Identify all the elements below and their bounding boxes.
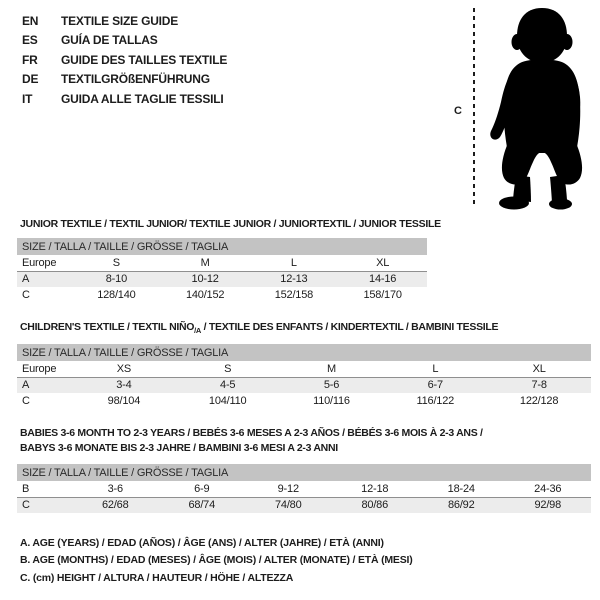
table-title-3 bbox=[20, 426, 483, 456]
language-item bbox=[22, 89, 227, 109]
table-cell: 116/122 bbox=[416, 395, 455, 407]
row-label: C bbox=[17, 497, 72, 513]
table-row bbox=[17, 271, 427, 287]
table-cell: 6-7 bbox=[383, 377, 487, 393]
language-item bbox=[22, 50, 227, 70]
table-title-2 bbox=[20, 320, 498, 338]
row-label: A bbox=[17, 271, 72, 287]
table-cell: L bbox=[250, 255, 339, 271]
table-cell: 9-12 bbox=[245, 481, 332, 497]
table-cell: 92/98 bbox=[505, 497, 592, 513]
table-cell: XS bbox=[72, 361, 176, 377]
language-label: GUIDE DES TAILLES TEXTILE bbox=[61, 52, 228, 67]
table-row bbox=[17, 481, 591, 497]
table-cell: S bbox=[72, 255, 161, 271]
legend-line-a: A. AGE (YEARS) / EDAD (AÑOS) / ÂGE (ANS) / ALTER (JAHRE) / ETÀ (ANNI) bbox=[20, 537, 384, 549]
table-title-text: CHILDREN'S TEXTILE / TEXTIL NIÑO bbox=[20, 321, 195, 333]
language-code: ES bbox=[22, 33, 38, 48]
table-cell: 3-6 bbox=[72, 481, 159, 497]
language-label: GUÍA DE TALLAS bbox=[61, 33, 158, 48]
table-title-text: / TEXTILE DES ENFANTS / KINDERTEXTIL / BAMBINI TESSILE bbox=[201, 321, 499, 333]
table-cell: 12-13 bbox=[250, 271, 339, 287]
table-cell: 10-12 bbox=[161, 271, 250, 287]
table-title-text: BABYS 3-6 MONATE BIS 2-3 JAHRE / BAMBINI 3-6 MESI A 2-3 ANNI bbox=[20, 442, 338, 454]
language-code: FR bbox=[22, 52, 38, 67]
table-cell: L bbox=[383, 361, 487, 377]
table-row bbox=[17, 393, 591, 409]
table-cell: 6-9 bbox=[159, 481, 246, 497]
table-cell: 110/116 bbox=[313, 395, 350, 407]
table-cell: 12-18 bbox=[332, 481, 419, 497]
language-label: TEXTILE SIZE GUIDE bbox=[61, 13, 179, 28]
table-cell: 122/128 bbox=[519, 395, 559, 407]
row-label: A bbox=[17, 377, 72, 393]
table-cell: XL bbox=[487, 361, 591, 377]
size-table-header: SIZE / TALLA / TAILLE / GRÖSSE / TAGLIA bbox=[17, 464, 591, 481]
table-cell: 4-5 bbox=[176, 377, 280, 393]
size-table-header: SIZE / TALLA / TAILLE / GRÖSSE / TAGLIA bbox=[17, 238, 427, 255]
row-label: B bbox=[17, 481, 72, 497]
table-cell: 62/68 bbox=[72, 497, 159, 513]
table-cell: 8-10 bbox=[72, 271, 161, 287]
table-cell: 14-16 bbox=[338, 271, 427, 287]
table-cell: 158/170 bbox=[363, 289, 402, 301]
language-code: EN bbox=[22, 13, 39, 28]
table-cell: 74/80 bbox=[245, 497, 332, 513]
table-cell: 68/74 bbox=[159, 497, 246, 513]
table-cell: 140/152 bbox=[185, 289, 225, 301]
figure bbox=[445, 0, 600, 215]
table-cell: XL bbox=[338, 255, 427, 271]
table-row bbox=[17, 255, 427, 271]
legend-line-c: C. (cm) HEIGHT / ALTURA / HAUTEUR / HÖHE / ALTEZZA bbox=[20, 571, 294, 584]
table-cell: 152/158 bbox=[274, 289, 314, 301]
table-row bbox=[17, 377, 591, 393]
table-title-1 bbox=[20, 217, 441, 232]
row-label: C bbox=[22, 289, 30, 301]
size-table-babies bbox=[17, 464, 591, 513]
row-label: Europe bbox=[17, 255, 72, 271]
table-cell: 98/104 bbox=[107, 395, 141, 407]
language-label: TEXTILGRÖßENFÜHRUNG bbox=[61, 72, 210, 87]
table-title-text: JUNIOR TEXTILE / TEXTIL JUNIOR/ TEXTILE JUNIOR / JUNIORTEXTIL / JUNIOR TESSILE bbox=[20, 218, 441, 230]
table-title-text: /A bbox=[194, 326, 202, 336]
size-table-header: SIZE / TALLA / TAILLE / GRÖSSE / TAGLIA bbox=[17, 344, 591, 361]
size-table-junior bbox=[17, 238, 427, 303]
table-cell: 24-36 bbox=[505, 481, 592, 497]
table-cell: 128/140 bbox=[97, 289, 136, 301]
row-label: Europe bbox=[17, 361, 72, 377]
table-title-text: BABIES 3-6 MONTH TO 2-3 YEARS / BEBÉS 3-6 MESES A 2-3 AÑOS / BÉBÉS 3-6 MOIS À 2-3 ANS / bbox=[20, 427, 483, 439]
table-row bbox=[17, 497, 591, 513]
language-code: IT bbox=[22, 91, 33, 106]
language-list bbox=[22, 11, 227, 109]
language-item bbox=[22, 11, 227, 31]
table-cell: 18-24 bbox=[418, 481, 505, 497]
table-row bbox=[17, 361, 591, 377]
table-cell: S bbox=[176, 361, 280, 377]
legend bbox=[20, 535, 413, 587]
language-item bbox=[22, 70, 227, 90]
table-cell: 104/110 bbox=[208, 395, 247, 407]
table-cell: M bbox=[280, 361, 384, 377]
height-measure-line bbox=[473, 8, 475, 208]
language-item bbox=[22, 31, 227, 51]
height-measure-label: C bbox=[454, 105, 462, 117]
language-code: DE bbox=[22, 72, 39, 87]
row-label: C bbox=[22, 395, 30, 407]
toddler-silhouette-image bbox=[487, 5, 597, 212]
table-cell: 3-4 bbox=[72, 377, 176, 393]
table-cell: 86/92 bbox=[418, 497, 505, 513]
table-cell: 7-8 bbox=[487, 377, 591, 393]
size-table-children bbox=[17, 344, 591, 409]
legend-line-b: B. AGE (MONTHS) / EDAD (MESES) / ÂGE (MOIS) / ALTER (MONATE) / ETÀ (MESI) bbox=[20, 554, 413, 567]
table-row bbox=[17, 287, 427, 303]
language-label: GUIDA ALLE TAGLIE TESSILI bbox=[61, 91, 224, 106]
table-cell: 80/86 bbox=[332, 497, 419, 513]
table-cell: M bbox=[161, 255, 250, 271]
table-cell: 5-6 bbox=[280, 377, 384, 393]
